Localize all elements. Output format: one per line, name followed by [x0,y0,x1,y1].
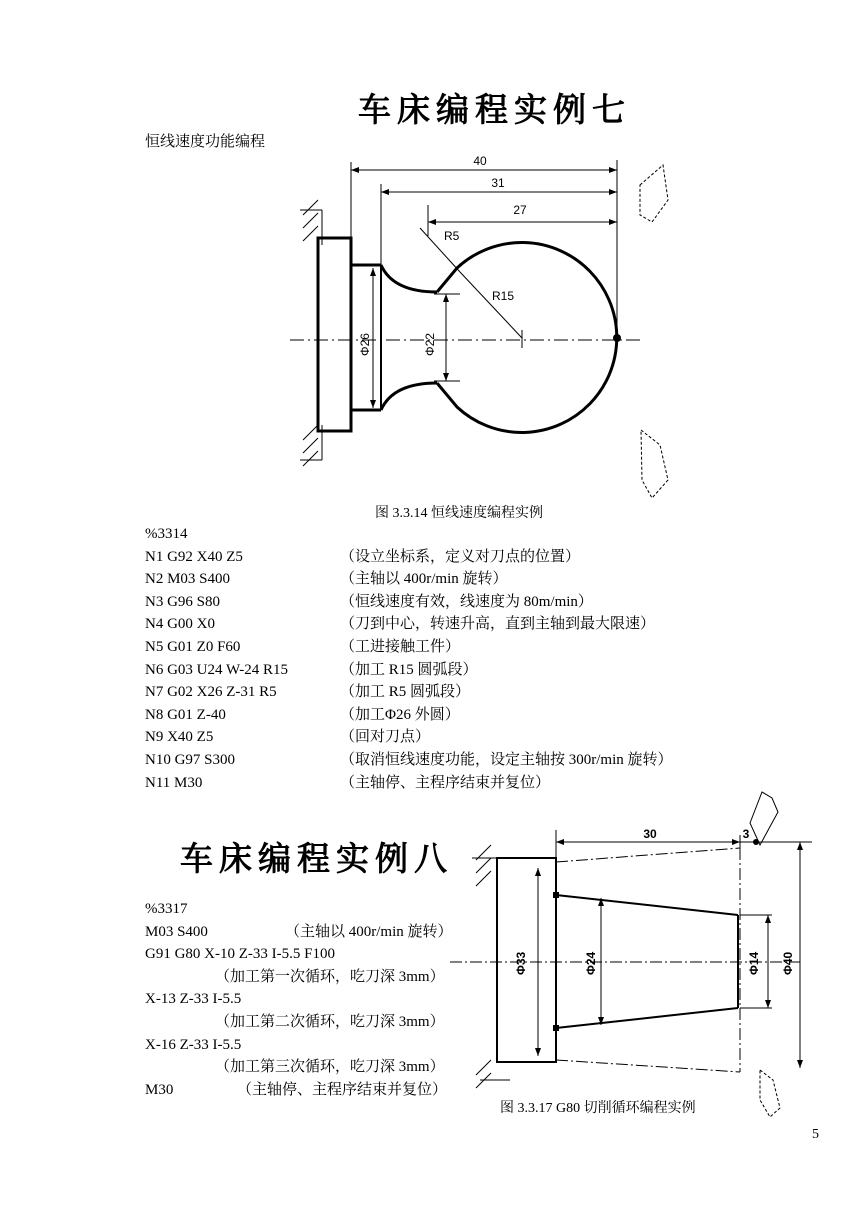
code-line: N7 G02 X26 Z-31 R5 （加工 R5 圆弧段） [145,684,471,701]
page-number: 5 [812,1127,819,1142]
code-line: N1 G92 X40 Z5 （设立坐标系，定义对刀点的位置） [145,548,581,565]
dim-phi40: Φ40 [781,951,795,975]
figure-3-3-17-caption: 图 3.3.17 G80 切削循环编程实例 [500,1101,696,1116]
dim-phi26: Φ26 [358,333,372,356]
dim-31: 31 [491,176,505,190]
program-3317 [145,898,453,1101]
code-line: N8 G01 Z-40 （加工Φ26 外圆） [145,706,460,723]
code-line: M30 （主轴停、主程序结束并复位） [145,1081,448,1098]
example8-title: 车床编程实例八 [180,839,453,878]
code-line: N4 G00 X0 （刀到中心，转速升高，直到主轴到最大限速） [145,616,656,633]
code-comment: （加工第二次循环，吃刀深 3mm） [215,1013,445,1030]
chuck-hatch-top-2 [472,845,498,886]
program-number: %3314 [145,526,188,542]
code-comment: （加工第一次循环，吃刀深 3mm） [215,968,445,985]
example7-subtitle: 恒线速度功能编程 [145,132,266,150]
program-number-2: %3317 [145,901,188,917]
figure-3-3-14-caption: 图 3.3.14 恒线速度编程实例 [375,506,543,521]
dim-phi14: Φ14 [747,951,761,975]
dim-40: 40 [473,154,487,168]
code-line: G91 G80 X-10 Z-33 I-5.5 F100 [145,946,335,963]
dim-r15: R15 [492,289,515,303]
dim-r5: R5 [444,229,460,243]
dim-27: 27 [513,203,527,217]
code-line: N11 M30 （主轴停、主程序结束并复位） [145,774,551,791]
dim-phi33: Φ33 [514,951,528,975]
dim-30: 30 [643,827,657,841]
code-line: N9 X40 Z5 （回对刀点） [145,729,431,746]
code-line: N6 G03 U24 W-24 R15 （加工 R15 圆弧段） [145,661,478,678]
code-line: N3 G96 S80 （恒线速度有效，线速度为 80m/min） [145,593,593,610]
code-line: X-16 Z-33 I-5.5 [145,1036,242,1053]
program-3314 [145,523,673,794]
code-line: N10 G97 S300 （取消恒线速度功能，设定主轴按 300r/min 旋转） [145,751,673,768]
code-comment: （加工第三次循环，吃刀深 3mm） [215,1059,445,1076]
code-line: X-13 Z-33 I-5.5 [145,991,242,1008]
dim-phi22: Φ22 [423,333,437,356]
code-line: M03 S400 （主轴以 400r/min 旋转） [145,923,453,940]
chuck-hatch-bottom-2 [476,1060,510,1088]
dim-3: 3 [742,827,750,841]
code-line: N5 G01 Z0 F60 （工进接触工件） [145,638,461,655]
dim-phi24: Φ24 [584,951,598,975]
code-line: N2 M03 S400 （主轴以 400r/min 旋转） [145,571,508,588]
example7-title: 车床编程实例七 [358,90,631,129]
